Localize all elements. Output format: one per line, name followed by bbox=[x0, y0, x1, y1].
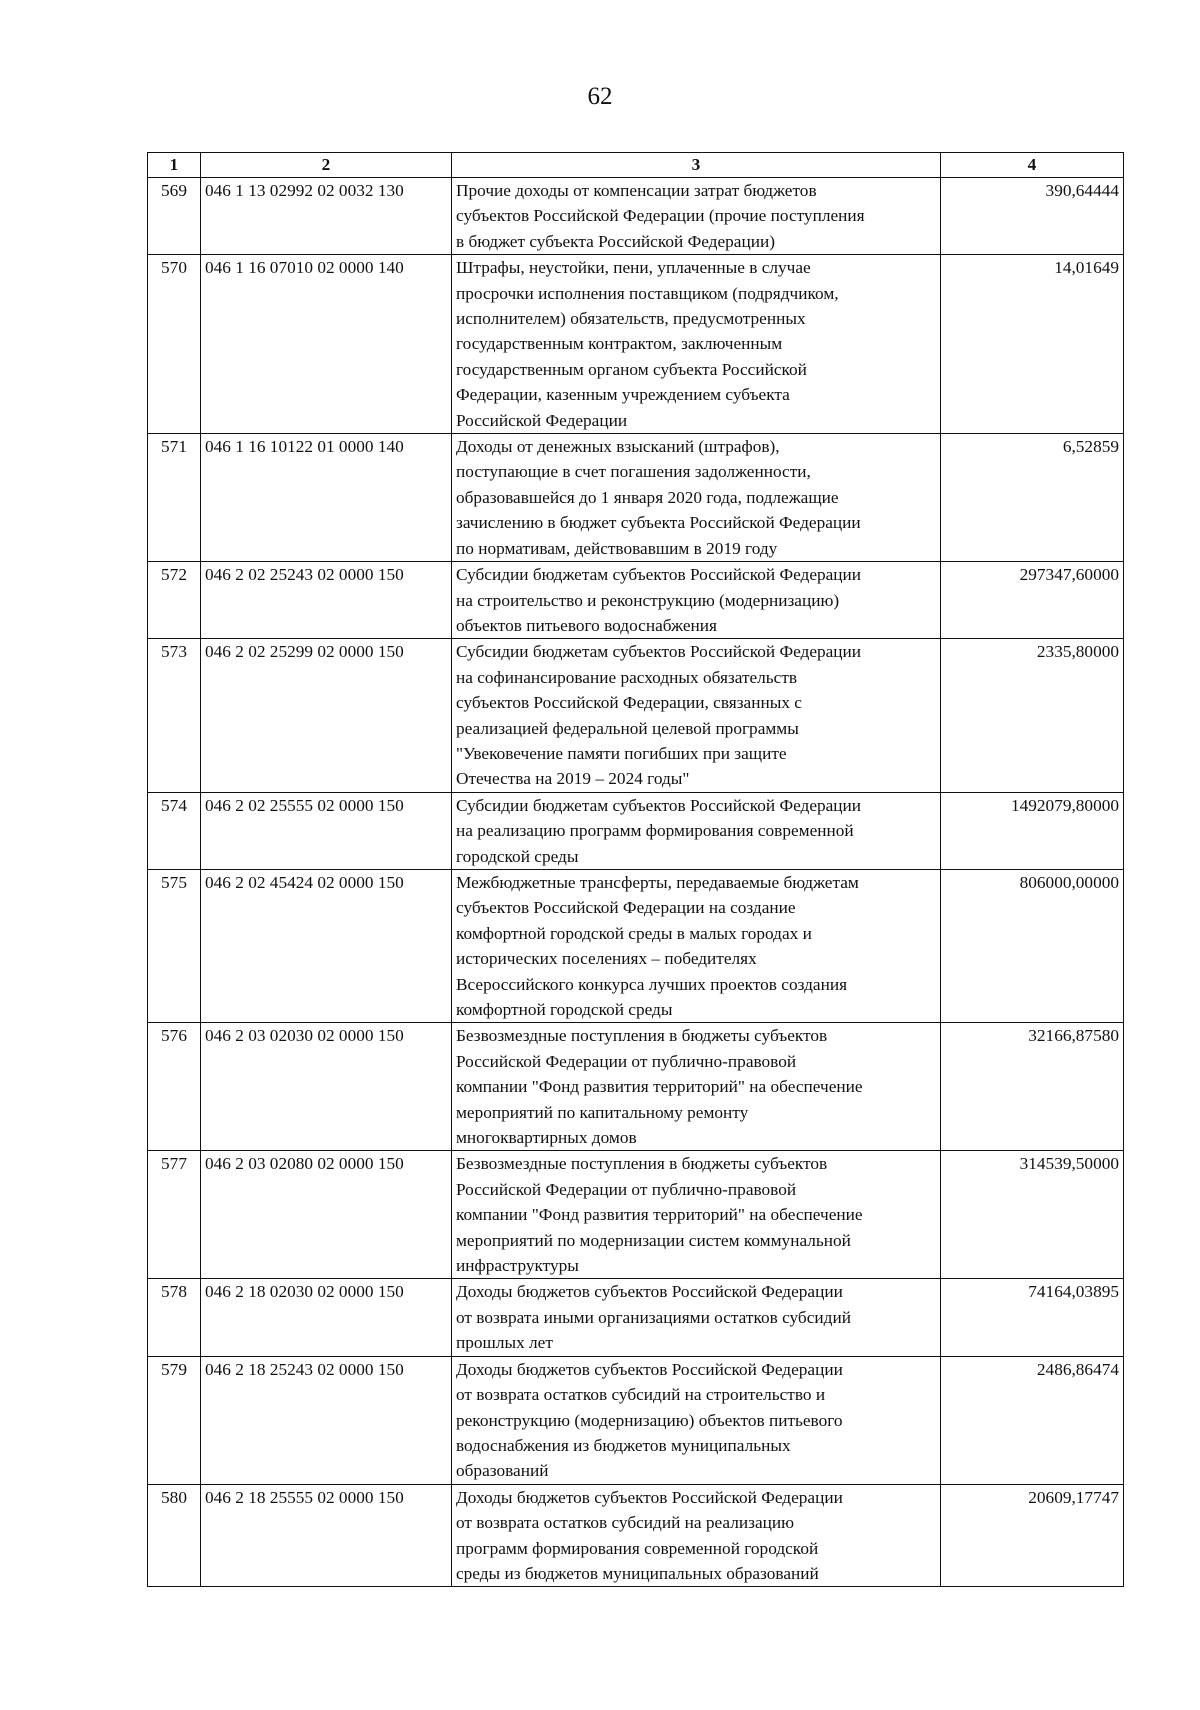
revenue-name-line: государственным органом субъекта Российской bbox=[456, 359, 807, 379]
revenue-name-line: компании "Фонд развития территорий" на обеспечение bbox=[456, 1205, 863, 1225]
table-row bbox=[148, 869, 1124, 1022]
budget-code: 046 1 16 07010 02 0000 140 bbox=[201, 255, 452, 434]
revenue-name-line: поступающие в счет погашения задолженности, bbox=[456, 462, 811, 482]
table-row bbox=[148, 1023, 1124, 1151]
column-header-4: 4 bbox=[941, 153, 1124, 178]
revenue-name-line: Федерации, казенным учреждением субъекта bbox=[456, 385, 790, 405]
revenue-name-line: в бюджет субъекта Российской Федерации) bbox=[456, 231, 775, 251]
row-number: 575 bbox=[148, 869, 201, 1022]
table-row bbox=[148, 434, 1124, 562]
revenue-name-line: комфортной городской среды bbox=[456, 1000, 673, 1019]
revenue-name-line: объектов питьевого водоснабжения bbox=[456, 615, 717, 635]
revenue-name-line: по нормативам, действовавшим в 2019 году bbox=[456, 538, 778, 558]
row-number: 569 bbox=[148, 178, 201, 255]
revenue-name bbox=[452, 255, 941, 434]
revenue-name bbox=[452, 434, 941, 562]
row-number: 580 bbox=[148, 1484, 201, 1587]
revenue-name-line: Российской Федерации от публично-правовой bbox=[456, 1051, 797, 1071]
page-number: 62 bbox=[587, 83, 613, 110]
table-row bbox=[148, 178, 1124, 255]
revenue-name-line: Доходы бюджетов субъектов Российской Федерации bbox=[456, 1359, 843, 1379]
revenue-name-line: Российской Федерации bbox=[456, 410, 628, 430]
revenue-name bbox=[452, 1279, 941, 1356]
amount: 14,01649 bbox=[941, 255, 1124, 434]
revenue-name-line: от возврата иными организациями остатков субсидий bbox=[456, 1307, 851, 1327]
budget-code: 046 1 13 02992 02 0032 130 bbox=[201, 178, 452, 255]
row-number: 570 bbox=[148, 255, 201, 434]
revenue-name-line: образовавшейся до 1 января 2020 года, подлежащие bbox=[456, 487, 839, 507]
revenue-name-line: субъектов Российской Федерации (прочие поступления bbox=[456, 206, 865, 226]
revenue-name-line: Прочие доходы от компенсации затрат бюджетов bbox=[456, 181, 817, 200]
revenue-name-line: Субсидии бюджетам субъектов Российской Федерации bbox=[456, 795, 862, 815]
revenue-name bbox=[452, 869, 941, 1022]
budget-code: 046 2 03 02080 02 0000 150 bbox=[201, 1151, 452, 1279]
revenue-name-line: реконструкцию (модернизацию) объектов питьевого bbox=[456, 1410, 843, 1430]
revenue-name-line: на софинансирование расходных обязательств bbox=[456, 667, 798, 687]
revenue-name-line: Всероссийского конкурса лучших проектов создания bbox=[456, 974, 848, 994]
revenue-name-line: Доходы бюджетов субъектов Российской Федерации bbox=[456, 1282, 843, 1302]
revenue-name-line: исторических поселениях – победителях bbox=[456, 949, 757, 969]
amount: 20609,17747 bbox=[941, 1484, 1124, 1587]
revenue-name-line: прошлых лет bbox=[456, 1333, 553, 1353]
revenue-name bbox=[452, 178, 941, 255]
table-row bbox=[148, 1484, 1124, 1587]
amount: 6,52859 bbox=[941, 434, 1124, 562]
revenue-name-line: от возврата остатков субсидий на реализацию bbox=[456, 1513, 795, 1533]
revenue-name-line: государственным контрактом, заключенным bbox=[456, 334, 783, 354]
revenue-name bbox=[452, 1484, 941, 1587]
amount: 2335,80000 bbox=[941, 639, 1124, 792]
table-row bbox=[148, 562, 1124, 639]
revenue-name-line: компании "Фонд развития территорий" на обеспечение bbox=[456, 1077, 863, 1097]
amount: 1492079,80000 bbox=[941, 792, 1124, 869]
revenue-name-line: Доходы от денежных взысканий (штрафов), bbox=[456, 437, 780, 457]
column-header-3: 3 bbox=[452, 153, 941, 178]
row-number: 572 bbox=[148, 562, 201, 639]
revenue-name-line: городской среды bbox=[456, 846, 579, 866]
revenue-name-line: реализацией федеральной целевой программы bbox=[456, 718, 799, 738]
budget-code: 046 2 18 25555 02 0000 150 bbox=[201, 1484, 452, 1587]
table-row bbox=[148, 792, 1124, 869]
amount: 806000,00000 bbox=[941, 869, 1124, 1022]
budget-code: 046 2 18 25243 02 0000 150 bbox=[201, 1356, 452, 1484]
revenue-name-line: Доходы бюджетов субъектов Российской Федерации bbox=[456, 1487, 843, 1507]
table-row bbox=[148, 1356, 1124, 1484]
table-row bbox=[148, 1151, 1124, 1279]
revenue-name-line: Безвозмездные поступления в бюджеты субъектов bbox=[456, 1026, 828, 1046]
revenue-name bbox=[452, 1023, 941, 1151]
budget-code: 046 2 18 02030 02 0000 150 bbox=[201, 1279, 452, 1356]
revenue-name-line: зачислению в бюджет субъекта Российской Федерации bbox=[456, 513, 861, 533]
revenue-name bbox=[452, 1356, 941, 1484]
amount: 314539,50000 bbox=[941, 1151, 1124, 1279]
budget-code: 046 2 02 25243 02 0000 150 bbox=[201, 562, 452, 639]
revenue-name-line: исполнителем) обязательств, предусмотренных bbox=[456, 309, 806, 329]
revenue-name bbox=[452, 1151, 941, 1279]
column-header-2: 2 bbox=[201, 153, 452, 178]
revenue-name-line: среды из бюджетов муниципальных образований bbox=[456, 1563, 819, 1583]
revenue-name-line: на реализацию программ формирования современной bbox=[456, 821, 854, 841]
budget-code: 046 2 02 25299 02 0000 150 bbox=[201, 639, 452, 792]
revenue-name-line: на строительство и реконструкцию (модернизацию) bbox=[456, 590, 840, 610]
row-number: 578 bbox=[148, 1279, 201, 1356]
amount: 32166,87580 bbox=[941, 1023, 1124, 1151]
revenue-name bbox=[452, 562, 941, 639]
amount: 2486,86474 bbox=[941, 1356, 1124, 1484]
budget-code: 046 1 16 10122 01 0000 140 bbox=[201, 434, 452, 562]
revenue-table bbox=[147, 152, 1124, 1587]
revenue-name-line: Отечества на 2019 – 2024 годы" bbox=[456, 769, 690, 789]
table-row bbox=[148, 1279, 1124, 1356]
revenue-name-line: Межбюджетные трансферты, передаваемые бюджетам bbox=[456, 872, 859, 892]
revenue-name-line: Российской Федерации от публично-правовой bbox=[456, 1179, 797, 1199]
amount: 390,64444 bbox=[941, 178, 1124, 255]
revenue-name-line: субъектов Российской Федерации на создание bbox=[456, 898, 796, 918]
amount: 74164,03895 bbox=[941, 1279, 1124, 1356]
row-number: 571 bbox=[148, 434, 201, 562]
row-number: 577 bbox=[148, 1151, 201, 1279]
revenue-name-line: Субсидии бюджетам субъектов Российской Федерации bbox=[456, 565, 862, 585]
revenue-name-line: программ формирования современной городской bbox=[456, 1538, 819, 1558]
revenue-name-line: Штрафы, неустойки, пени, уплаченные в случае bbox=[456, 258, 811, 278]
revenue-name bbox=[452, 792, 941, 869]
row-number: 579 bbox=[148, 1356, 201, 1484]
revenue-name-line: Безвозмездные поступления в бюджеты субъектов bbox=[456, 1154, 828, 1174]
revenue-name-line: Субсидии бюджетам субъектов Российской Федерации bbox=[456, 642, 862, 662]
revenue-name-line: водоснабжения из бюджетов муниципальных bbox=[456, 1435, 791, 1455]
revenue-name-line: "Увековечение памяти погибших при защите bbox=[456, 743, 787, 763]
revenue-name-line: от возврата остатков субсидий на строительство и bbox=[456, 1385, 826, 1405]
revenue-name-line: многоквартирных домов bbox=[456, 1128, 637, 1148]
amount: 297347,60000 bbox=[941, 562, 1124, 639]
revenue-name-line: мероприятий по модернизации систем коммунальной bbox=[456, 1230, 851, 1250]
table-body bbox=[148, 178, 1124, 1587]
row-number: 573 bbox=[148, 639, 201, 792]
table-row bbox=[148, 255, 1124, 434]
revenue-name-line: просрочки исполнения поставщиком (подрядчиком, bbox=[456, 283, 839, 303]
revenue-name-line: мероприятий по капитальному ремонту bbox=[456, 1102, 749, 1122]
table-row bbox=[148, 639, 1124, 792]
revenue-name bbox=[452, 639, 941, 792]
table-header-row bbox=[148, 153, 1124, 178]
revenue-name-line: инфраструктуры bbox=[456, 1256, 579, 1276]
revenue-name-line: комфортной городской среды в малых городах и bbox=[456, 923, 812, 943]
row-number: 574 bbox=[148, 792, 201, 869]
revenue-name-line: образований bbox=[456, 1461, 549, 1481]
column-header-1: 1 bbox=[148, 153, 201, 178]
budget-code: 046 2 02 25555 02 0000 150 bbox=[201, 792, 452, 869]
revenue-name-line: субъектов Российской Федерации, связанных с bbox=[456, 693, 802, 713]
budget-code: 046 2 02 45424 02 0000 150 bbox=[201, 869, 452, 1022]
row-number: 576 bbox=[148, 1023, 201, 1151]
budget-code: 046 2 03 02030 02 0000 150 bbox=[201, 1023, 452, 1151]
